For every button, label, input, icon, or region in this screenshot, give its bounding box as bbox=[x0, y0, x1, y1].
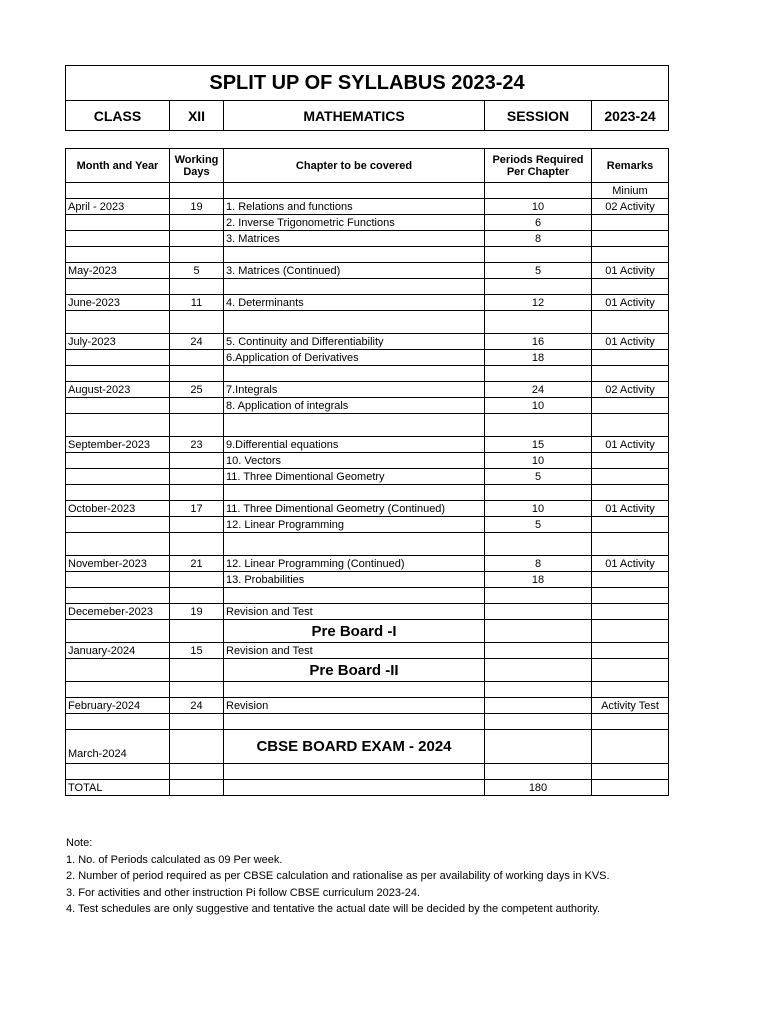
row-month: June-2023 bbox=[66, 295, 170, 311]
row-days: 19 bbox=[170, 604, 224, 620]
table-row bbox=[66, 334, 669, 350]
spacer-row bbox=[66, 366, 669, 382]
header-month: Month and Year bbox=[66, 149, 170, 183]
subject: MATHEMATICS bbox=[224, 101, 485, 131]
remarks-subheader: Minium bbox=[592, 183, 669, 199]
row-chapter: 3. Matrices (Continued) bbox=[224, 263, 485, 279]
row-month: March-2024 bbox=[66, 730, 170, 764]
row-chapter: 6.Application of Derivatives bbox=[224, 350, 485, 366]
spacer-row bbox=[66, 764, 669, 780]
row-chapter: Revision bbox=[224, 698, 485, 714]
spacer-row bbox=[66, 485, 669, 501]
row-periods: 10 bbox=[485, 501, 592, 517]
table-row bbox=[66, 469, 669, 485]
table-header bbox=[66, 149, 669, 183]
row-month: January-2024 bbox=[66, 643, 170, 659]
spacer-row bbox=[66, 279, 669, 295]
notes-heading: Note: bbox=[66, 837, 93, 849]
session-value: 2023-24 bbox=[592, 101, 669, 131]
table-row bbox=[66, 437, 669, 453]
row-periods: 12 bbox=[485, 295, 592, 311]
row-days: 15 bbox=[170, 643, 224, 659]
row-chapter: 3. Matrices bbox=[224, 231, 485, 247]
total-label: TOTAL bbox=[66, 780, 170, 796]
row-chapter: 12. Linear Programming (Continued) bbox=[224, 556, 485, 572]
row-chapter: Revision and Test bbox=[224, 643, 485, 659]
table-row bbox=[66, 643, 669, 659]
spacer-row bbox=[66, 714, 669, 730]
row-days: 5 bbox=[170, 263, 224, 279]
subheader-row bbox=[66, 183, 669, 199]
table-row bbox=[66, 698, 669, 714]
row-periods: 10 bbox=[485, 453, 592, 469]
row-periods: 24 bbox=[485, 382, 592, 398]
row-remarks: 01 Activity bbox=[592, 556, 669, 572]
row-days: 11 bbox=[170, 295, 224, 311]
note-item: 1. No. of Periods calculated as 09 Per week. bbox=[66, 853, 283, 866]
row-chapter: 12. Linear Programming bbox=[224, 517, 485, 533]
header-working-days: Working Days bbox=[170, 149, 224, 183]
pre-board-2: Pre Board -II bbox=[224, 659, 485, 682]
row-days: 21 bbox=[170, 556, 224, 572]
row-periods: 6 bbox=[485, 215, 592, 231]
row-chapter: 7.Integrals bbox=[224, 382, 485, 398]
row-periods: 5 bbox=[485, 517, 592, 533]
table-row bbox=[66, 659, 669, 682]
row-month: November-2023 bbox=[66, 556, 170, 572]
row-remarks: Activity Test bbox=[592, 698, 669, 714]
row-days: 25 bbox=[170, 382, 224, 398]
row-periods: 15 bbox=[485, 437, 592, 453]
row-remarks: 01 Activity bbox=[592, 263, 669, 279]
table-row bbox=[66, 572, 669, 588]
spacer-row bbox=[66, 533, 669, 556]
row-remarks: 01 Activity bbox=[592, 437, 669, 453]
row-periods: 10 bbox=[485, 398, 592, 414]
total-row bbox=[66, 780, 669, 796]
row-remarks: 02 Activity bbox=[592, 199, 669, 215]
table-row bbox=[66, 604, 669, 620]
row-chapter: 4. Determinants bbox=[224, 295, 485, 311]
row-month: September-2023 bbox=[66, 437, 170, 453]
table-row bbox=[66, 453, 669, 469]
table-row bbox=[66, 215, 669, 231]
row-chapter: Revision and Test bbox=[224, 604, 485, 620]
row-month: February-2024 bbox=[66, 698, 170, 714]
notes bbox=[66, 835, 610, 918]
row-month: April - 2023 bbox=[66, 199, 170, 215]
table-row bbox=[66, 382, 669, 398]
note-item: 3. For activities and other instruction Pi follow CBSE curriculum 2023-24. bbox=[66, 886, 420, 899]
row-remarks: 02 Activity bbox=[592, 382, 669, 398]
table-row bbox=[66, 730, 669, 764]
row-periods: 18 bbox=[485, 572, 592, 588]
table-row bbox=[66, 199, 669, 215]
row-periods: 5 bbox=[485, 469, 592, 485]
row-chapter: 11. Three Dimentional Geometry bbox=[224, 469, 485, 485]
row-periods: 10 bbox=[485, 199, 592, 215]
header-chapter: Chapter to be covered bbox=[224, 149, 485, 183]
spacer-row bbox=[66, 414, 669, 437]
row-month: May-2023 bbox=[66, 263, 170, 279]
row-days: 24 bbox=[170, 334, 224, 350]
table-row bbox=[66, 556, 669, 572]
spacer-row bbox=[66, 247, 669, 263]
row-chapter: 2. Inverse Trigonometric Functions bbox=[224, 215, 485, 231]
spacer-row bbox=[66, 311, 669, 334]
table-row bbox=[66, 231, 669, 247]
row-periods: 16 bbox=[485, 334, 592, 350]
class-label: CLASS bbox=[66, 101, 170, 131]
row-remarks: 01 Activity bbox=[592, 501, 669, 517]
row-month: July-2023 bbox=[66, 334, 170, 350]
row-chapter: 8. Application of integrals bbox=[224, 398, 485, 414]
row-periods: 8 bbox=[485, 556, 592, 572]
table-row bbox=[66, 398, 669, 414]
row-chapter: 13. Probabilities bbox=[224, 572, 485, 588]
class-value: XII bbox=[170, 101, 224, 131]
row-days: 23 bbox=[170, 437, 224, 453]
header-periods: Periods Required Per Chapter bbox=[485, 149, 592, 183]
row-month: Decemeber-2023 bbox=[66, 604, 170, 620]
note-item: 2. Number of period required as per CBSE calculation and rationalise as per availability of working days in KVS. bbox=[66, 870, 610, 882]
table-row bbox=[66, 517, 669, 533]
spacer-row bbox=[66, 682, 669, 698]
row-chapter: 10. Vectors bbox=[224, 453, 485, 469]
row-remarks: 01 Activity bbox=[592, 295, 669, 311]
row-days: 24 bbox=[170, 698, 224, 714]
row-chapter: 11. Three Dimentional Geometry (Continued) bbox=[224, 501, 485, 517]
row-periods: 8 bbox=[485, 231, 592, 247]
row-days: 19 bbox=[170, 199, 224, 215]
total-periods: 180 bbox=[485, 780, 592, 796]
row-month: October-2023 bbox=[66, 501, 170, 517]
syllabus-table bbox=[65, 148, 669, 796]
row-month: August-2023 bbox=[66, 382, 170, 398]
board-exam: CBSE BOARD EXAM - 2024 bbox=[224, 730, 485, 764]
session-label: SESSION bbox=[485, 101, 592, 131]
table-row bbox=[66, 295, 669, 311]
row-periods: 18 bbox=[485, 350, 592, 366]
table-row bbox=[66, 501, 669, 517]
pre-board-1: Pre Board -I bbox=[224, 620, 485, 643]
row-days: 17 bbox=[170, 501, 224, 517]
table-row bbox=[66, 620, 669, 643]
page-title: SPLIT UP OF SYLLABUS 2023-24 bbox=[66, 66, 669, 101]
row-chapter: 1. Relations and functions bbox=[224, 199, 485, 215]
table-row bbox=[66, 350, 669, 366]
spacer-row bbox=[66, 588, 669, 604]
header-remarks: Remarks bbox=[592, 149, 669, 183]
row-remarks: 01 Activity bbox=[592, 334, 669, 350]
note-item: 4. Test schedules are only suggestive and tentative the actual date will be decided by the competent authority. bbox=[66, 903, 601, 915]
table-row bbox=[66, 263, 669, 279]
row-chapter: 5. Continuity and Differentiability bbox=[224, 334, 485, 350]
row-chapter: 9.Differential equations bbox=[224, 437, 485, 453]
row-periods: 5 bbox=[485, 263, 592, 279]
title-table bbox=[65, 65, 669, 131]
